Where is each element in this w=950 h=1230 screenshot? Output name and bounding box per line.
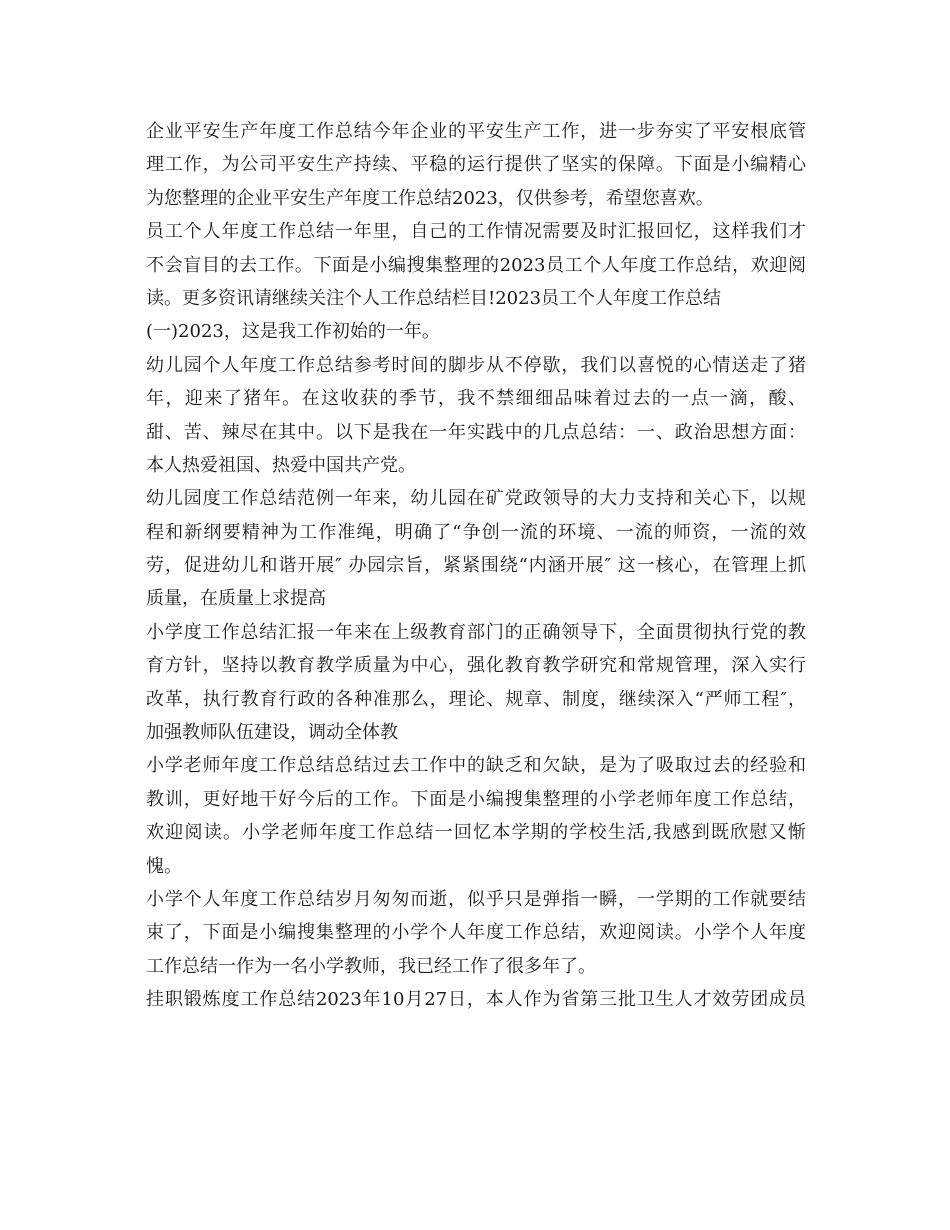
text-line: 小学个人年度工作总结岁月匆匆而逝，似乎只是弹指一瞬，一学期的工作就要结	[146, 888, 806, 910]
text-line: 愧。	[146, 855, 182, 877]
text-line: 企业平安生产年度工作总结今年企业的平安生产工作，进一步夯实了平安根底管	[146, 121, 806, 142]
paragraph-employee-summary	[146, 215, 806, 349]
text-line: 育方针，坚持以教育教学质量为中心，强化教育教学研究和常规管理，深入实行	[146, 655, 806, 677]
text-line: 为您整理的企业平安生产年度工作总结2023，仅供参考，希望您喜欢。	[146, 187, 714, 209]
text-line: 程和新纲要精神为工作准绳，明确了“争创一流的环境、一流的师资，一流的效	[146, 521, 806, 543]
paragraph-primary-teacher	[146, 749, 806, 883]
paragraph-primary-personal	[146, 883, 806, 983]
text-line: 小学度工作总结汇报一年来在上级教育部门的正确领导下，全面贯彻执行党的教	[146, 621, 806, 643]
text-line: 理工作，为公司平安生产持续、平稳的运行提供了坚实的保障。下面是小编精心	[146, 154, 806, 176]
text-line: 年，迎来了猪年。在这收获的季节，我不禁细细品味着过去的一点一滴，酸、	[146, 388, 806, 410]
text-line: 束了，下面是小编搜集整理的小学个人年度工作总结，欢迎阅读。小学个人年度	[146, 922, 806, 944]
text-line: 工作总结一作为一名小学教师，我已经工作了很多年了。	[146, 955, 596, 977]
text-line: 加强教师队伍建设，调动全体教	[146, 722, 398, 744]
text-line: 质量，在质量上求提高	[146, 588, 326, 610]
text-line: 劳，促进幼儿和谐开展″ 办园宗旨，紧紧围绕“内涵开展″ 这一核心，在管理上抓	[146, 555, 806, 577]
text-line: 教训，更好地干好今后的工作。下面是小编搜集整理的小学老师年度工作总结，	[146, 788, 806, 810]
text-line: 幼儿园个人年度工作总结参考时间的脚步从不停歇，我们以喜悦的心情送走了猪	[146, 354, 806, 376]
paragraph-kindergarten-annual	[146, 482, 806, 616]
paragraph-secondment	[146, 983, 806, 1016]
text-line: 本人热爱祖国、热爱中国共产党。	[146, 454, 416, 476]
text-line: 改革，执行教育行政的各种准那么，理论、规章、制度，继续深入“严师工程″，	[146, 688, 806, 710]
paragraph-kindergarten-personal	[146, 349, 806, 483]
text-line: 欢迎阅读。小学老师年度工作总结一回忆本学期的学校生活,我感到既欣慰又惭	[146, 822, 806, 844]
text-line: 小学老师年度工作总结总结过去工作中的缺乏和欠缺，是为了吸取过去的经验和	[146, 755, 806, 777]
text-line: 挂职锻炼度工作总结2023年10月27日，本人作为省第三批卫生人才效劳团成员	[146, 989, 806, 1011]
text-line: 不会盲目的去工作。下面是小编搜集整理的2023员工个人年度工作总结，欢迎阅	[146, 254, 806, 276]
text-line: 幼儿园度工作总结范例一年来，幼儿园在矿党政领导的大力支持和关心下，以规	[146, 488, 806, 510]
text-line: 员工个人年度工作总结一年里，自己的工作情况需要及时汇报回忆，这样我们才	[146, 221, 806, 243]
paragraph-primary-school-report	[146, 616, 806, 750]
text-line: 甜、苦、辣尽在其中。以下是我在一年实践中的几点总结：一、政治思想方面：	[146, 421, 806, 443]
paragraph-enterprise-safety	[146, 115, 806, 215]
text-line: 读。更多资讯请继续关注个人工作总结栏目!2023员工个人年度工作总结	[146, 287, 722, 309]
document-body	[146, 115, 806, 1017]
text-line: (一)2023，这是我工作初始的一年。	[146, 321, 440, 343]
